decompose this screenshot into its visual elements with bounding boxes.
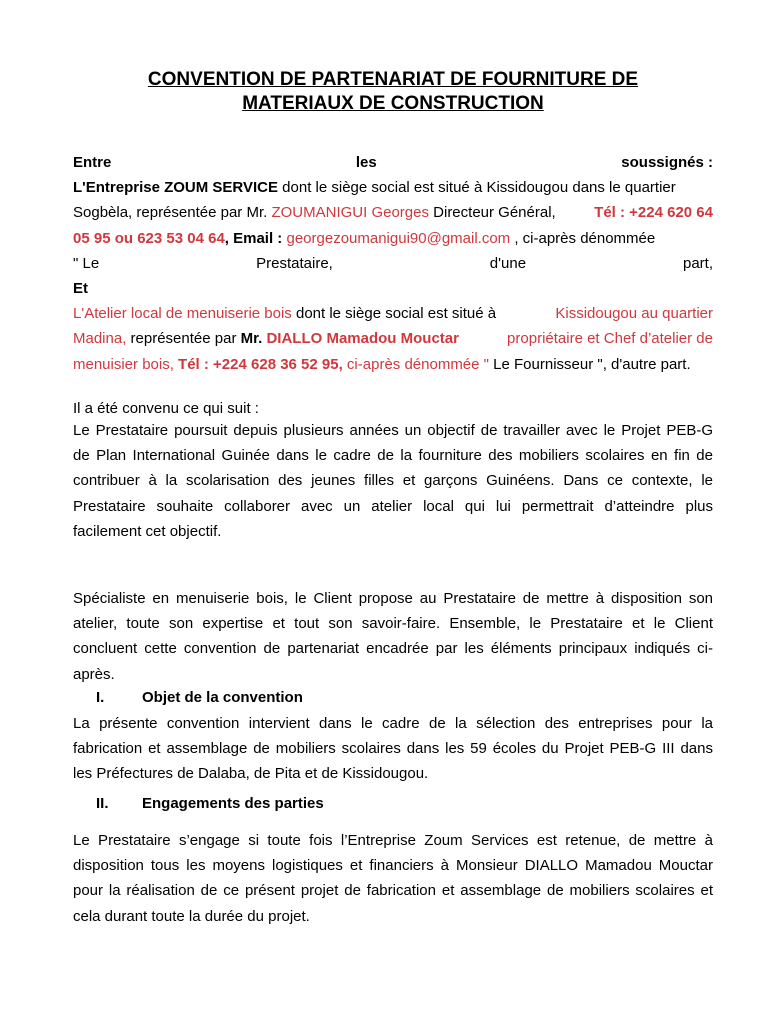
- party1-email-label: Email :: [233, 229, 287, 247]
- party2-line-3: [73, 352, 713, 377]
- title-line-1: CONVENTION DE PARTENARIAT DE FOURNITURE DE: [147, 69, 639, 90]
- para3-line: les Préfectures de Dalaba, de Pita et de Kissidougou.: [73, 765, 429, 783]
- entre-line: [73, 150, 713, 175]
- party1-text-2: Sogbèla, représentée par Mr.: [73, 204, 272, 222]
- para3-line: fabrication et assemblage de mobiliers scolaires dans les 59 écoles du Projet PEB-G III dans: [73, 740, 713, 758]
- section-2-number: II.: [96, 795, 109, 812]
- party2-location-1: Kissidougou au quartier: [555, 305, 713, 323]
- parties-block: [73, 150, 713, 377]
- party2-text-1: dont le siège social est situé à: [291, 305, 497, 323]
- les-word: les: [355, 154, 377, 171]
- para1-line: Le Prestataire poursuit depuis plusieurs années un objectif de travailler avec le Projet PEB-G: [73, 422, 713, 439]
- party2-text-2: représentée par: [126, 330, 241, 348]
- paragraph-1: [73, 418, 713, 544]
- entre-word: Entre: [73, 154, 112, 171]
- party1-phone-b: 05 95 ou 623 53 04 64: [73, 229, 225, 247]
- paragraph-3: [73, 711, 713, 787]
- para2-line: atelier, toute son expertise et tout son savoir-faire. Ensemble, le Prestataire et le Client: [73, 615, 713, 633]
- para2-line: après.: [73, 665, 115, 683]
- section-2-heading: [96, 794, 596, 814]
- party1-line-4: [73, 251, 713, 276]
- party1-apres: , ci-après dénommée: [510, 229, 656, 247]
- party2-name: L'Atelier local de menuiserie bois: [73, 305, 292, 323]
- para4-line: Le Prestataire s’engage si toute fois l’Entreprise Zoum Services est retenue, de mettre à: [73, 832, 713, 849]
- para3-line: La présente convention intervient dans le cadre de la sélection des entreprises pour la: [73, 715, 713, 732]
- party1-part: part,: [682, 254, 713, 272]
- party2-apres: ci-après dénommée ": [342, 355, 489, 373]
- paragraph-4: [73, 828, 713, 929]
- section-1-number: I.: [96, 689, 105, 706]
- party2-end: Le Fournisseur ", d'autre part.: [489, 355, 691, 373]
- party1-phone-a: Tél : +224 620 64: [594, 204, 713, 222]
- party1-representative: ZOUMANIGUI Georges: [271, 204, 429, 222]
- party1-text-1: dont le siège social est situé à Kissidougou dans le quartier: [278, 179, 676, 197]
- party1-email: georgezoumanigui90@gmail.com: [286, 229, 511, 247]
- party1-le: " Le: [73, 254, 100, 272]
- soussignes-word: soussignés :: [621, 154, 713, 171]
- para1-line: facilement cet objectif.: [73, 522, 222, 540]
- para4-line: pour la réalisation de ce présent projet de fabrication et assemblage de mobiliers scolaires et: [73, 882, 713, 900]
- para4-line: disposition tous les moyens logistiques et financiers à Monsieur DIALLO Mamadou Mouctar: [73, 857, 713, 875]
- section-2-title: Engagements des parties: [142, 795, 324, 812]
- party1-role: Directeur Général,: [428, 204, 556, 222]
- party2-role-1: propriétaire et Chef d’atelier de: [507, 330, 713, 348]
- party1-name: L'Entreprise ZOUM SERVICE: [73, 179, 278, 197]
- para2-line: Spécialiste en menuiserie bois, le Client propose au Prestataire de mettre à disposition son: [73, 590, 713, 607]
- party2-location-2: Madina,: [73, 330, 127, 348]
- para1-line: contribuer à la scolarisation des jeunes filles et garçons Guinéens. Dans ce contexte, le: [73, 472, 713, 490]
- party2-representative: DIALLO Mamadou Mouctar: [266, 330, 459, 348]
- party2-role-2: menuisier bois,: [73, 355, 179, 373]
- para1-line: Prestataire souhaite collaborer avec un atelier local qui lui permettrait d’atteindre plus: [73, 497, 713, 515]
- party1-line-1: [73, 175, 713, 200]
- document-title: [73, 68, 713, 116]
- party2-line-2: [73, 326, 713, 351]
- paragraph-2: [73, 586, 713, 687]
- party2-line-1: [73, 301, 713, 326]
- party1-comma: ,: [224, 229, 234, 247]
- title-line-2: MATERIAUX DE CONSTRUCTION: [242, 93, 544, 114]
- party1-dune: d'une: [489, 254, 527, 272]
- party2-phone: Tél : +224 628 36 52 95,: [178, 355, 343, 373]
- party1-line-2: [73, 200, 713, 225]
- section-1-heading: [96, 688, 596, 708]
- party1-prestataire: Prestataire,: [256, 254, 333, 272]
- convenu-line: Il a été convenu ce qui suit :: [73, 400, 259, 417]
- para1-line: de Plan International Guinée dans le cadre de la fourniture des mobiliers scolaires en fin de: [73, 447, 713, 465]
- party1-line-3: [73, 226, 713, 251]
- para2-line: concluent cette convention de partenariat encadrée par les éléments principaux indiqués ci-: [73, 640, 713, 658]
- et-line: Et: [73, 279, 88, 297]
- section-1-title: Objet de la convention: [142, 689, 303, 706]
- party2-mr: Mr.: [240, 330, 267, 348]
- para4-line: cela durant toute la durée du projet.: [73, 907, 310, 925]
